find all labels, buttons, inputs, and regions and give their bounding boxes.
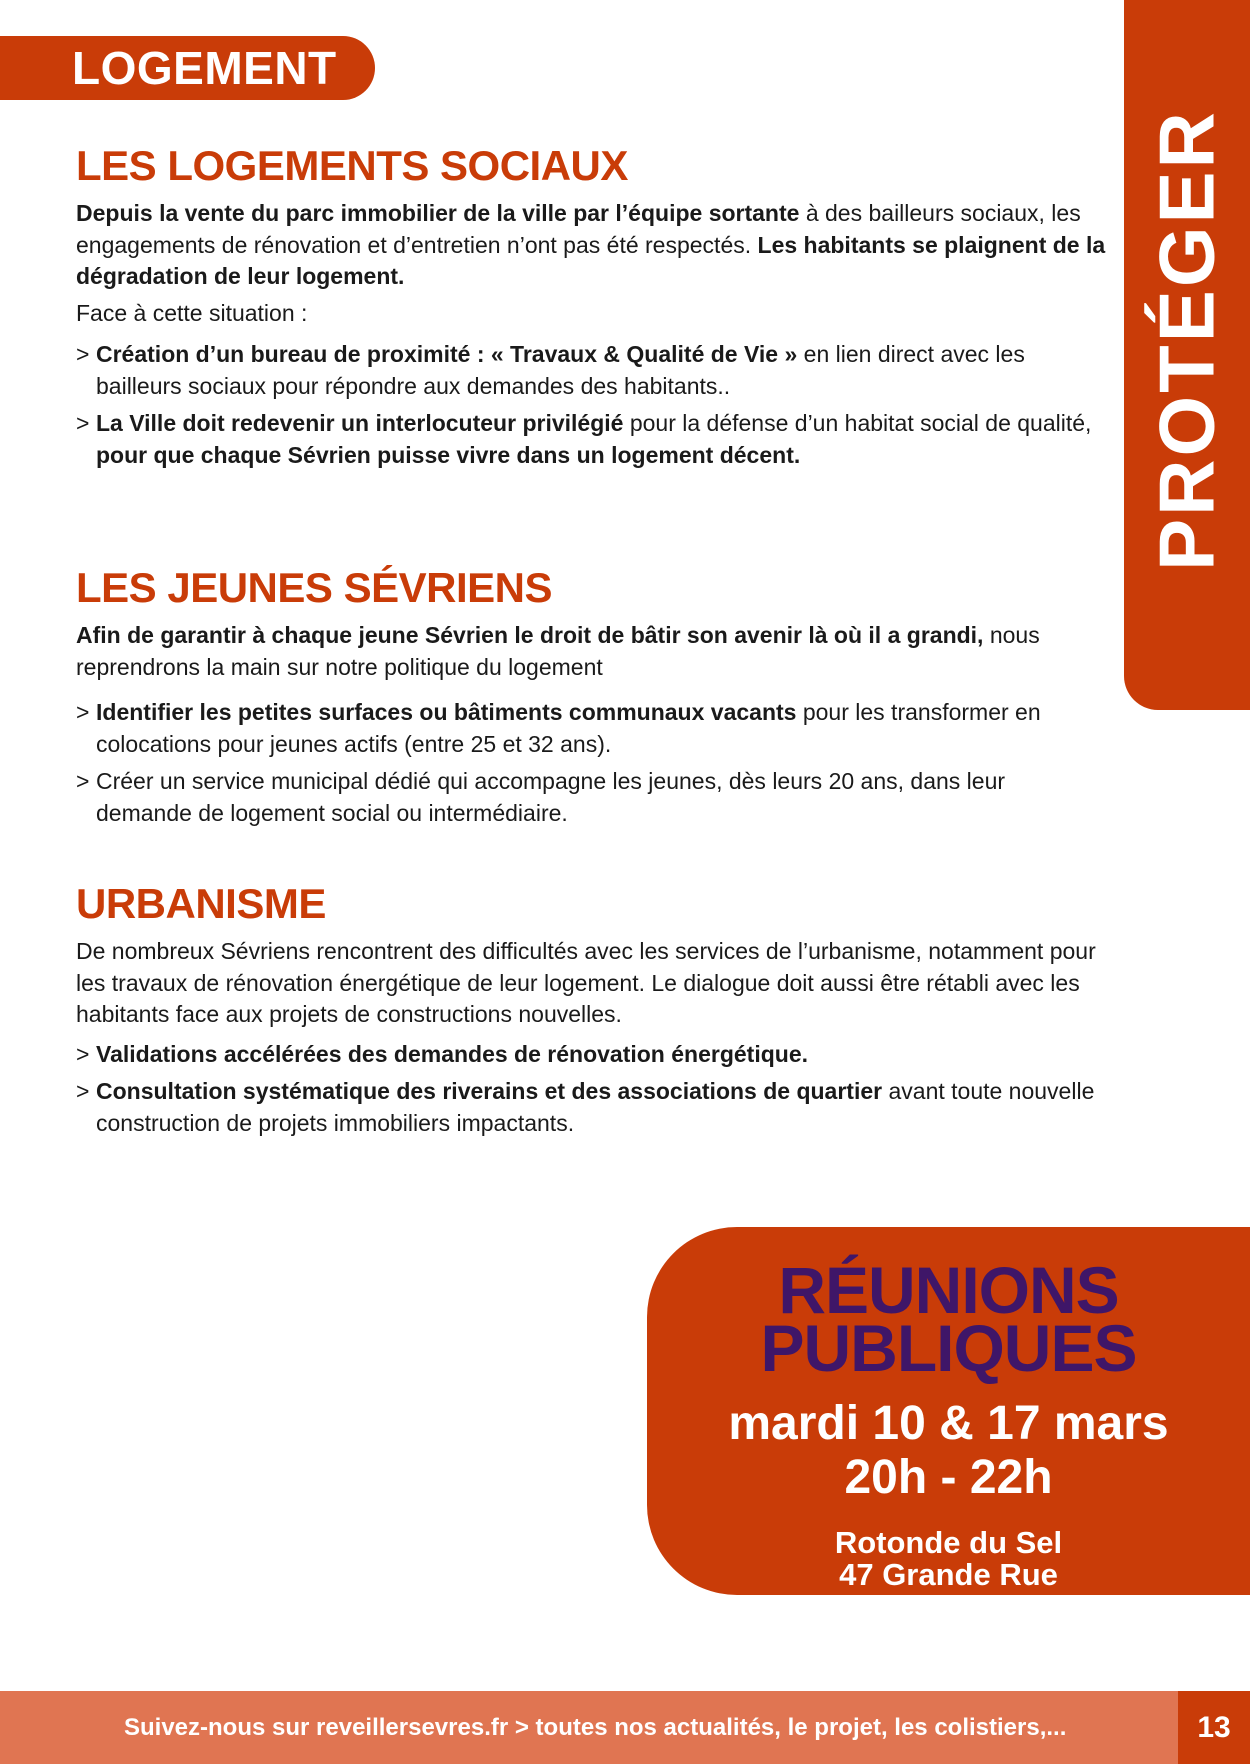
bullet-marker: > [76, 410, 90, 436]
section-intro: De nombreux Sévriens rencontrent des difficultés avec les services de l’urbanisme, notamment pour les travaux de rénovation énergétique de leur logement. Le dialogue doit aussi être rétabli avec les habitants face aux projets de constructions nouvelles. [76, 938, 1096, 1027]
meeting-schedule [647, 1397, 1250, 1505]
footer-banner: Suivez-nous sur reveillersevres.fr > toutes nos actualités, le projet, les colistiers,... [0, 1691, 1178, 1764]
section-lead: Face à cette situation : [76, 299, 308, 326]
intro-bold: Afin de garantir à chaque jeune Sévrien le droit de bâtir son avenir là où il a grandi, [76, 622, 984, 648]
bullet-item [76, 408, 1106, 471]
section-title: URBANISME [76, 880, 326, 927]
bullet-marker: > [76, 768, 90, 794]
intro-bold: Les habitants se plaignent de la dégradation de leur logement. [76, 231, 1106, 289]
bullet-text: pour la défense d’un habitat social de qualité, [623, 410, 1092, 436]
bullet-text: Créer un service municipal dédié qui accompagne les jeunes, dès leurs 20 ans, dans leur demande de logement social ou intermédiaire. [96, 768, 1006, 826]
bullet-bold: Création d’un bureau de proximité : « Travaux & Qualité de Vie » [96, 341, 798, 367]
place-address: 47 Grande Rue [839, 1557, 1058, 1592]
title-line: RÉUNIONS [778, 1253, 1119, 1327]
bullet-text: avant toute nouvelle construction de projets immobiliers impactants. [96, 1078, 1095, 1136]
bullet-text: pour les transformer en colocations pour jeunes actifs (entre 25 et 32 ans). [96, 699, 1041, 757]
bullet-item [76, 339, 1106, 402]
section-title: LES LOGEMENTS SOCIAUX [76, 142, 628, 189]
section-title: LES JEUNES SÉVRIENS [76, 564, 552, 611]
page-number: 13 [1178, 1691, 1250, 1764]
section-intro [76, 198, 1106, 293]
title-line: PUBLIQUES [760, 1311, 1137, 1385]
bullet-item [76, 697, 1106, 760]
bullet-item [76, 766, 1106, 829]
section-logements-sociaux [76, 140, 1106, 477]
bullet-bold: Validations accélérées des demandes de rénovation énergétique. [96, 1040, 809, 1067]
meeting-time: 20h - 22h [844, 1451, 1053, 1504]
bullet-text: en lien direct avec les bailleurs sociaux pour répondre aux demandes des habitants.. [96, 341, 1025, 399]
bullet-marker: > [76, 341, 90, 367]
bullet-marker: > [76, 1078, 90, 1104]
category-tab: LOGEMENT [0, 36, 375, 100]
bullet-marker: > [76, 1040, 90, 1067]
bullet-list [76, 1039, 1106, 1140]
bullet-bold: Identifier les petites surfaces ou bâtiments communaux vacants [96, 699, 797, 725]
section-intro [76, 620, 1106, 683]
meeting-place [647, 1527, 1250, 1591]
bullet-bold: Consultation systématique des riverains et des associations de quartier [96, 1078, 883, 1104]
intro-text: à des bailleurs sociaux, les engagements de rénovation et d’entretien n’ont pas été respectés. [76, 200, 1081, 258]
bullet-item [76, 1076, 1106, 1139]
bullet-item [76, 1039, 1106, 1071]
side-tab-label: PROTÉGER [1142, 109, 1231, 571]
bullet-bold: pour que chaque Sévrien puisse vivre dans un logement décent. [96, 441, 801, 468]
intro-bold: Depuis la vente du parc immobilier de la ville par l’équipe sortante [76, 200, 800, 226]
bullet-bold: La Ville doit redevenir un interlocuteur privilégié [96, 410, 624, 436]
intro-text: nous reprendrons la main sur notre politique du logement [76, 622, 1040, 680]
public-meetings-title [647, 1253, 1250, 1385]
place-name: Rotonde du Sel [834, 1525, 1063, 1560]
section-urbanisme [76, 878, 1106, 1145]
section-jeunes-sevriens [76, 562, 1106, 835]
public-meetings-box [647, 1227, 1250, 1595]
side-tab [1124, 0, 1250, 710]
bullet-list [76, 697, 1106, 829]
bullet-marker: > [76, 699, 90, 725]
bullet-list [76, 339, 1106, 471]
meeting-date: mardi 10 & 17 mars [728, 1397, 1169, 1450]
